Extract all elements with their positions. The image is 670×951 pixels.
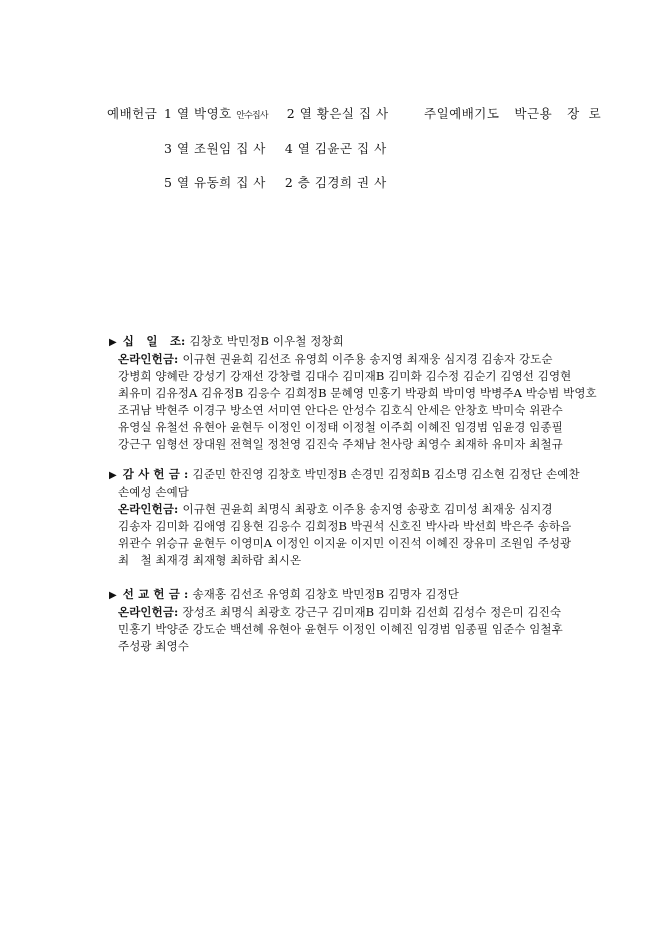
online-label: 온라인헌금 [118,502,175,516]
row-unit: 열 [297,141,311,156]
bullet-triangle-icon: ▶ [109,590,117,601]
colon: : [174,352,183,366]
name-line: 민홍기 박양준 강도순 백선혜 유현아 윤현두 이정인 이혜진 임경범 임종필 임준수 임철후 [118,622,563,636]
row-unit: 층 [297,175,311,190]
section-title: 선 교 헌 금 [122,587,180,601]
online-line [109,351,569,368]
name-line: 최 철 최재경 최재형 최하람 최시온 [118,553,302,567]
person-title: 집 사 [357,141,387,156]
bullet-triangle-icon: ▶ [109,337,117,348]
name-list: 김준민 한진영 김창호 박민정B 손경민 김정희B 김소명 김소현 김정단 손예찬 [192,467,580,481]
section-title: 감 사 헌 금 [122,467,180,481]
person-name: 유동희 [194,175,232,190]
colon: : [179,467,193,481]
name-line: 주성광 최영수 [118,639,190,653]
name-line: 강근구 임형선 장대원 전혁일 정천영 김진숙 주채남 천사랑 최영수 최재하 유미자 최철규 [118,437,563,451]
thanksgiving-section [109,466,580,569]
colon: : [174,605,183,619]
person-name: 김경희 [314,175,353,190]
section-heading-line [109,466,580,484]
name-line: 유영실 유철선 유현아 윤현두 이정인 이정태 이정철 이주희 이혜진 임경범 임윤경 임종필 [118,420,563,434]
name-list: 송재홍 김선조 유영희 김창호 박민정B 김명자 김정단 [192,587,459,601]
person-title: 집 사 [236,141,266,156]
name-list: 김창호 박민정B 이우철 정창희 [189,334,344,348]
row-number: 1 [164,106,173,121]
online-line [109,604,569,621]
prayer-line [424,106,601,121]
name-list: 이규현 권윤희 최명식 최광호 이주용 송지영 송광호 김미성 최재웅 심지경 [182,502,553,516]
tithe-section [109,333,597,453]
section-heading-line [109,333,569,351]
section-heading-line [109,586,569,604]
colon: : [174,502,183,516]
row-number: 5 [164,175,173,190]
colon: : [181,334,190,348]
name-line: 손예성 손예담 [118,485,190,499]
name-list: 이규현 권윤희 김선조 유영희 이주용 송지영 최재웅 심지경 김송자 강도순 [182,352,553,366]
name-line: 김송자 김미화 김애영 김용현 김응수 김희정B 박권석 신호진 박사라 박선희 박은주 송하음 [118,519,572,533]
row-number: 2 [286,106,296,121]
row-unit: 열 [176,106,190,121]
offering-row-2 [164,141,387,156]
row-number: 2 [284,175,294,190]
name-line: 위관수 위승규 윤현두 이영미A 이정인 이지윤 이지민 이진석 이혜진 장유미 조원임 주성광 [118,536,572,550]
row-number: 4 [284,141,294,156]
prayer-title: 장 로 [567,106,602,121]
name-line: 조귀남 박현주 이경구 방소연 서미연 안다은 안성수 김호식 안세은 안창호 박미숙 위관수 [118,403,563,417]
row-unit: 열 [176,141,190,156]
colon: : [179,587,193,601]
person-title: 권 사 [357,175,387,190]
person-title: 집 사 [236,175,266,190]
offering-row-1 [164,106,389,124]
name-line: 최유미 김유정A 김유정B 김응수 김희정B 문혜영 민홍기 박광희 박미영 박병주A 박승범 박영호 [118,386,597,400]
offering-row-3 [164,175,387,190]
name-list: 장성조 최명식 최광호 강근구 김미재B 김미화 김선희 김성수 정은미 김진숙 [182,605,562,619]
mission-section [109,586,569,655]
row-number: 3 [164,141,173,156]
section-title: 십 일 조 [122,334,182,348]
online-line [109,501,569,518]
person-title: 집 사 [358,106,389,121]
prayer-label: 주일예배기도 [424,106,500,121]
row-unit: 열 [299,106,313,121]
online-label: 온라인헌금 [118,605,175,619]
bullet-triangle-icon: ▶ [109,470,117,481]
person-title: 안수집사 [236,111,268,121]
person-name: 박영호 [194,106,232,121]
online-label: 온라인헌금 [118,352,175,366]
prayer-name: 박근용 [514,106,553,121]
name-line: 강병희 양혜란 강성기 강재선 강창렬 김대수 김미재B 김미화 김수정 김순기 김영선 김영현 [118,369,572,383]
person-name: 조원임 [194,141,232,156]
person-name: 김윤곤 [314,141,353,156]
person-name: 황은실 [316,106,355,121]
offering-label: 예배헌금 [107,106,158,121]
row-unit: 열 [176,175,190,190]
